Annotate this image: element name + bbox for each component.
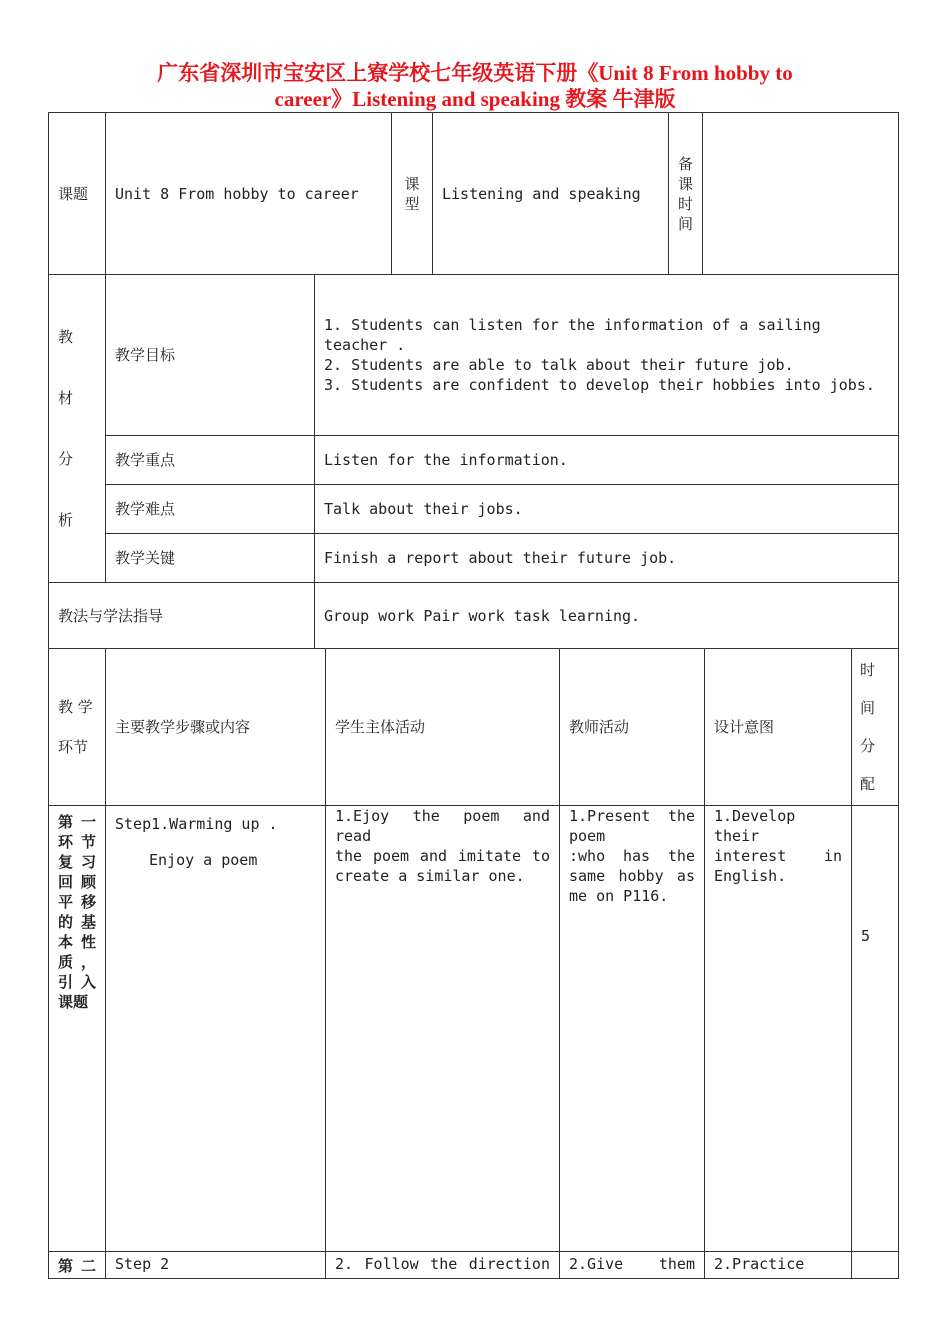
type-value: Listening and speaking <box>433 113 669 275</box>
topic-label: 课题 <box>49 113 106 275</box>
side-char: 材 <box>58 388 74 407</box>
teacher-line: me on P116. <box>569 887 669 905</box>
step-1-content <box>106 806 326 1252</box>
goal-label: 教学目标 <box>106 275 315 436</box>
stage-line: 课题 <box>58 993 89 1011</box>
type-label <box>392 113 433 275</box>
time-header <box>852 649 899 806</box>
method-value: Group work Pair work task learning. <box>315 583 899 649</box>
design-intent-1 <box>705 806 852 1252</box>
stage-header-line: 教 学 <box>58 698 93 716</box>
side-char: 分 <box>58 449 74 468</box>
student-header: 学生主体活动 <box>326 649 560 806</box>
key-label: 教学重点 <box>106 436 315 485</box>
intent-line: interest in <box>714 847 842 865</box>
prep-label-char: 间 <box>677 214 693 233</box>
title-line-1: 广东省深圳市宝安区上寮学校七年级英语下册《Unit 8 From hobby to <box>157 61 793 85</box>
student-line: the poem and imitate to <box>335 847 550 865</box>
stage-header <box>49 649 106 806</box>
stage-1-label <box>49 806 106 1252</box>
goal-list <box>315 275 899 436</box>
prep-time-label <box>669 113 703 275</box>
teacher-activity-2: 2.Give them <box>560 1252 705 1279</box>
goal-item: 1. Students can listen for the information of a sailing teacher . <box>324 316 821 354</box>
stage-line: 本 性 <box>58 933 96 951</box>
student-activity-2: 2. Follow the direction <box>326 1252 560 1279</box>
student-activity-1 <box>326 806 560 1252</box>
stage-line: 复 习 <box>58 853 96 871</box>
stage-line: 环 节 <box>58 833 96 851</box>
goal-item: 2. Students are able to talk about their future job. <box>324 356 794 374</box>
step-line: Enjoy a poem <box>149 851 258 869</box>
prep-label-char: 备 <box>677 154 693 173</box>
stage-header-line: 环节 <box>58 738 89 756</box>
crucial-value: Finish a report about their future job. <box>315 534 899 583</box>
step-line: Step1.Warming up . <box>115 815 278 833</box>
prep-time-value <box>703 113 899 275</box>
teacher-activity-1 <box>560 806 705 1252</box>
steps-header: 主要教学步骤或内容 <box>106 649 326 806</box>
difficult-label: 教学难点 <box>106 485 315 534</box>
side-char: 教 <box>58 327 74 346</box>
time-header-char: 配 <box>860 775 876 793</box>
stage-line: 平 移 <box>58 893 96 911</box>
teacher-line: 1.Present the <box>569 807 695 825</box>
side-char: 析 <box>58 510 74 529</box>
type-label-char: 课 <box>404 174 420 193</box>
time-header-char: 间 <box>860 699 876 717</box>
design-intent-2: 2.Practice <box>705 1252 852 1279</box>
intent-line: 1.Develop their <box>714 807 796 845</box>
crucial-label: 教学关键 <box>106 534 315 583</box>
prep-label-char: 课 <box>677 174 693 193</box>
intent-header: 设计意图 <box>705 649 852 806</box>
student-line: 1.Ejoy the poem and read <box>335 807 550 845</box>
header-table <box>48 112 899 275</box>
teacher-header: 教师活动 <box>560 649 705 806</box>
time-2 <box>852 1252 899 1279</box>
step-2-content: Step 2 <box>106 1252 326 1279</box>
time-1: 5 <box>852 806 899 1252</box>
teacher-line: poem <box>569 827 606 845</box>
stage-line: 的 基 <box>58 913 96 931</box>
title-line-2: career》Listening and speaking 教案 牛津版 <box>274 87 676 111</box>
process-table <box>48 648 899 1279</box>
teacher-line: same hobby as <box>569 867 695 885</box>
stage-line: 第 一 <box>58 813 96 831</box>
method-label: 教法与学法指导 <box>49 583 315 649</box>
type-label-char: 型 <box>404 194 420 213</box>
topic-value: Unit 8 From hobby to career <box>106 113 392 275</box>
time-header-char: 分 <box>860 737 876 755</box>
prep-label-char: 时 <box>677 194 693 213</box>
stage-2-label: 第 二 <box>49 1252 106 1279</box>
document-title <box>60 60 890 112</box>
key-value: Listen for the information. <box>315 436 899 485</box>
stage-line: 回 顾 <box>58 873 96 891</box>
analysis-side-label <box>49 275 106 583</box>
student-line: create a similar one. <box>335 867 525 885</box>
analysis-table <box>48 274 899 649</box>
time-header-char: 时 <box>860 661 876 679</box>
teacher-line: :who has the <box>569 847 695 865</box>
stage-line: 引 入 <box>58 973 96 991</box>
goal-item: 3. Students are confident to develop their hobbies into jobs. <box>324 376 875 394</box>
difficult-value: Talk about their jobs. <box>315 485 899 534</box>
stage-line: 质 ， <box>58 953 96 971</box>
intent-line: English. <box>714 867 787 885</box>
